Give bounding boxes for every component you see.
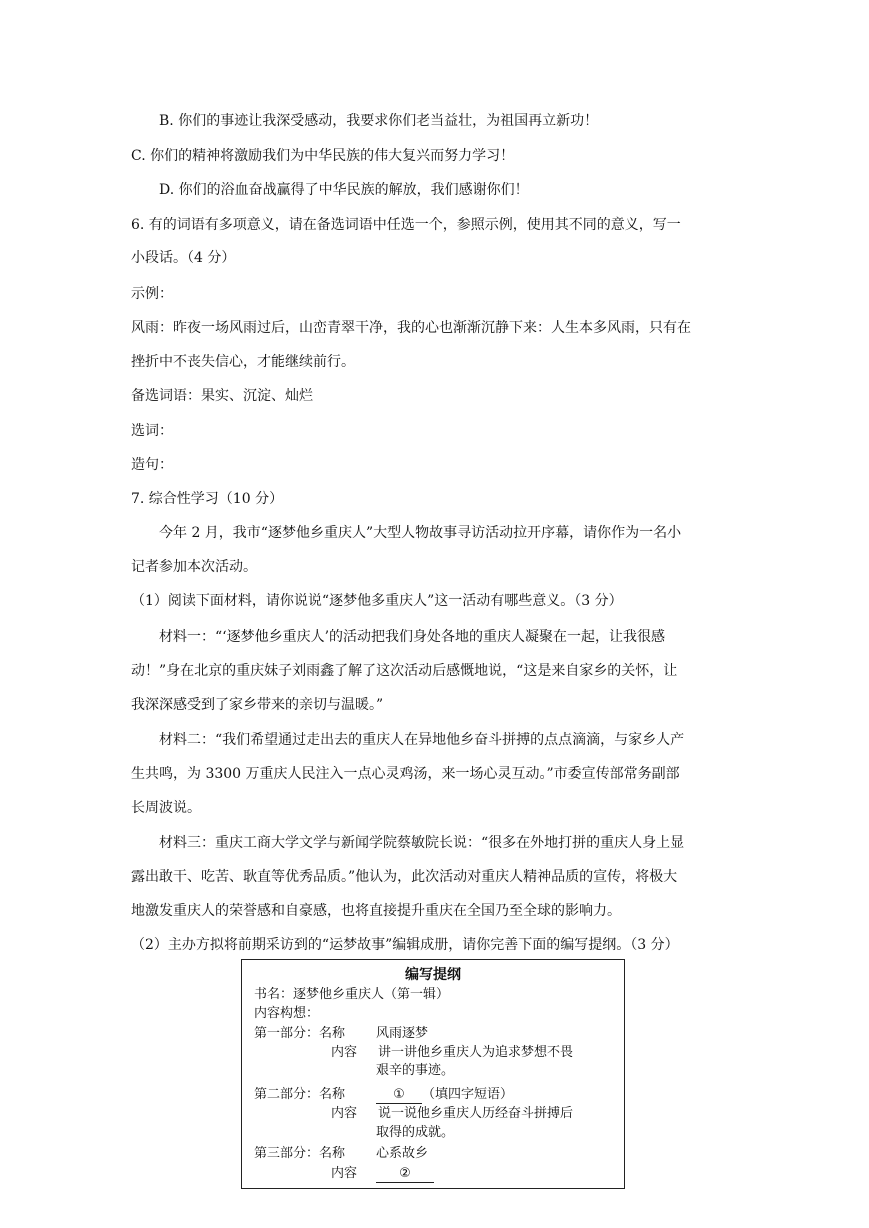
part-2-name-row (376, 1086, 513, 1104)
option-d: D. 你们的浴血奋战赢得了中华民族的解放，我们感谢你们！ (159, 182, 529, 198)
material-2-cont: 生共鸣，为 3300 万重庆人民注入一点心灵鸡汤，来一场心灵互动。”市委宣传部常务副部 (131, 766, 680, 782)
intro-text-cont: 记者参加本次活动。 (131, 559, 257, 575)
part-2-content: 说一说他乡重庆人历经奋斗拼搏后 (378, 1106, 574, 1121)
option-b: B. 你们的事迹让我深受感动，我要求你们老当益壮，为祖国再立新功！ (159, 113, 599, 129)
material-3-cont: 露出敢干、吃苦、耿直等优秀品质。”他认为，此次活动对重庆人精神品质的宣传，将极大 (131, 869, 678, 885)
intro-text: 今年 2 月，我市“逐梦他乡重庆人”大型人物故事寻访活动拉开序幕，请你作为一名小 (159, 525, 682, 541)
example-text-cont: 挫折中不丧失信心，才能继续前行。 (131, 354, 355, 370)
option-c: C. 你们的精神将激励我们为中华民族的伟大复兴而努力学习！ (131, 148, 515, 164)
part-2-content-label: 内容 (331, 1106, 358, 1121)
make-sentence: 造句： (131, 457, 173, 473)
part-2-hint: （填四字短语） (422, 1087, 514, 1102)
blank-2[interactable]: ② (376, 1166, 434, 1183)
part-1-label: 第一部分：名称 (254, 1026, 346, 1041)
question-6-cont: 小段话。（4 分） (131, 250, 236, 266)
sub-question-1: （1）阅读下面材料，请你说说“逐梦他多重庆人”这一活动有哪些意义。（3 分） (131, 593, 623, 609)
candidate-words: 备选词语：果实、沉淀、灿烂 (131, 388, 313, 404)
part-1-content: 讲一讲他乡重庆人为追求梦想不畏 (378, 1045, 574, 1060)
material-1: 材料一：“‘逐梦他乡重庆人’的活动把我们身处各地的重庆人凝聚在一起，让我很感 (159, 629, 666, 645)
part-2-label: 第二部分：名称 (254, 1087, 346, 1102)
example-label: 示例： (131, 286, 173, 302)
blank-1[interactable]: ① (376, 1087, 422, 1104)
material-3-end: 地激发重庆人的荣誉感和自豪感，也将直接提升重庆在全国乃至全球的影响力。 (131, 903, 621, 919)
part-3-content-label: 内容 (331, 1166, 358, 1181)
part-1-name: 风雨逐梦 (376, 1026, 429, 1041)
choose-word: 选词： (131, 423, 173, 439)
material-2: 材料二：“我们希望通过走出去的重庆人在异地他乡奋斗拼搏的点点滴滴，与家乡人产 (159, 732, 685, 748)
material-1-end: 我深深感受到了家乡带来的亲切与温暖。” (131, 697, 384, 713)
writing-outline-box (241, 959, 625, 1189)
part-1-content-cont: 艰辛的事迹。 (376, 1063, 455, 1078)
material-2-end: 长周波说。 (131, 800, 201, 816)
example-text: 风雨：昨夜一场风雨过后，山峦青翠干净，我的心也渐渐沉静下来：人生本多风雨，只有在 (131, 320, 691, 336)
sub-question-2: （2）主办方拟将前期采访到的“运梦故事”编辑成册，请你完善下面的编写提纲。（3 分） (131, 937, 679, 953)
outline-title: 编写提纲 (405, 967, 461, 983)
question-6: 6. 有的词语有多项意义，请在备选词语中任选一个，参照示例，使用其不同的意义，写一 (131, 217, 681, 233)
outline-concept: 内容构想： (254, 1006, 320, 1021)
part-3-name: 心系故乡 (376, 1146, 429, 1161)
material-1-cont: 动！”身在北京的重庆妹子刘雨鑫了解了这次活动后感慨地说，“这是来自家乡的关怀，让 (131, 663, 678, 679)
question-7: 7. 综合性学习（10 分） (131, 491, 284, 507)
material-3: 材料三：重庆工商大学文学与新闻学院蔡敏院长说：“很多在外地打拼的重庆人身上显 (159, 835, 685, 851)
part-3-content-row (376, 1165, 434, 1183)
part-2-content-cont: 取得的成就。 (376, 1125, 455, 1140)
part-1-content-label: 内容 (331, 1045, 358, 1060)
part-3-label: 第三部分：名称 (254, 1146, 346, 1161)
outline-book-name: 书名：逐梦他乡重庆人（第一辑） (254, 987, 450, 1002)
